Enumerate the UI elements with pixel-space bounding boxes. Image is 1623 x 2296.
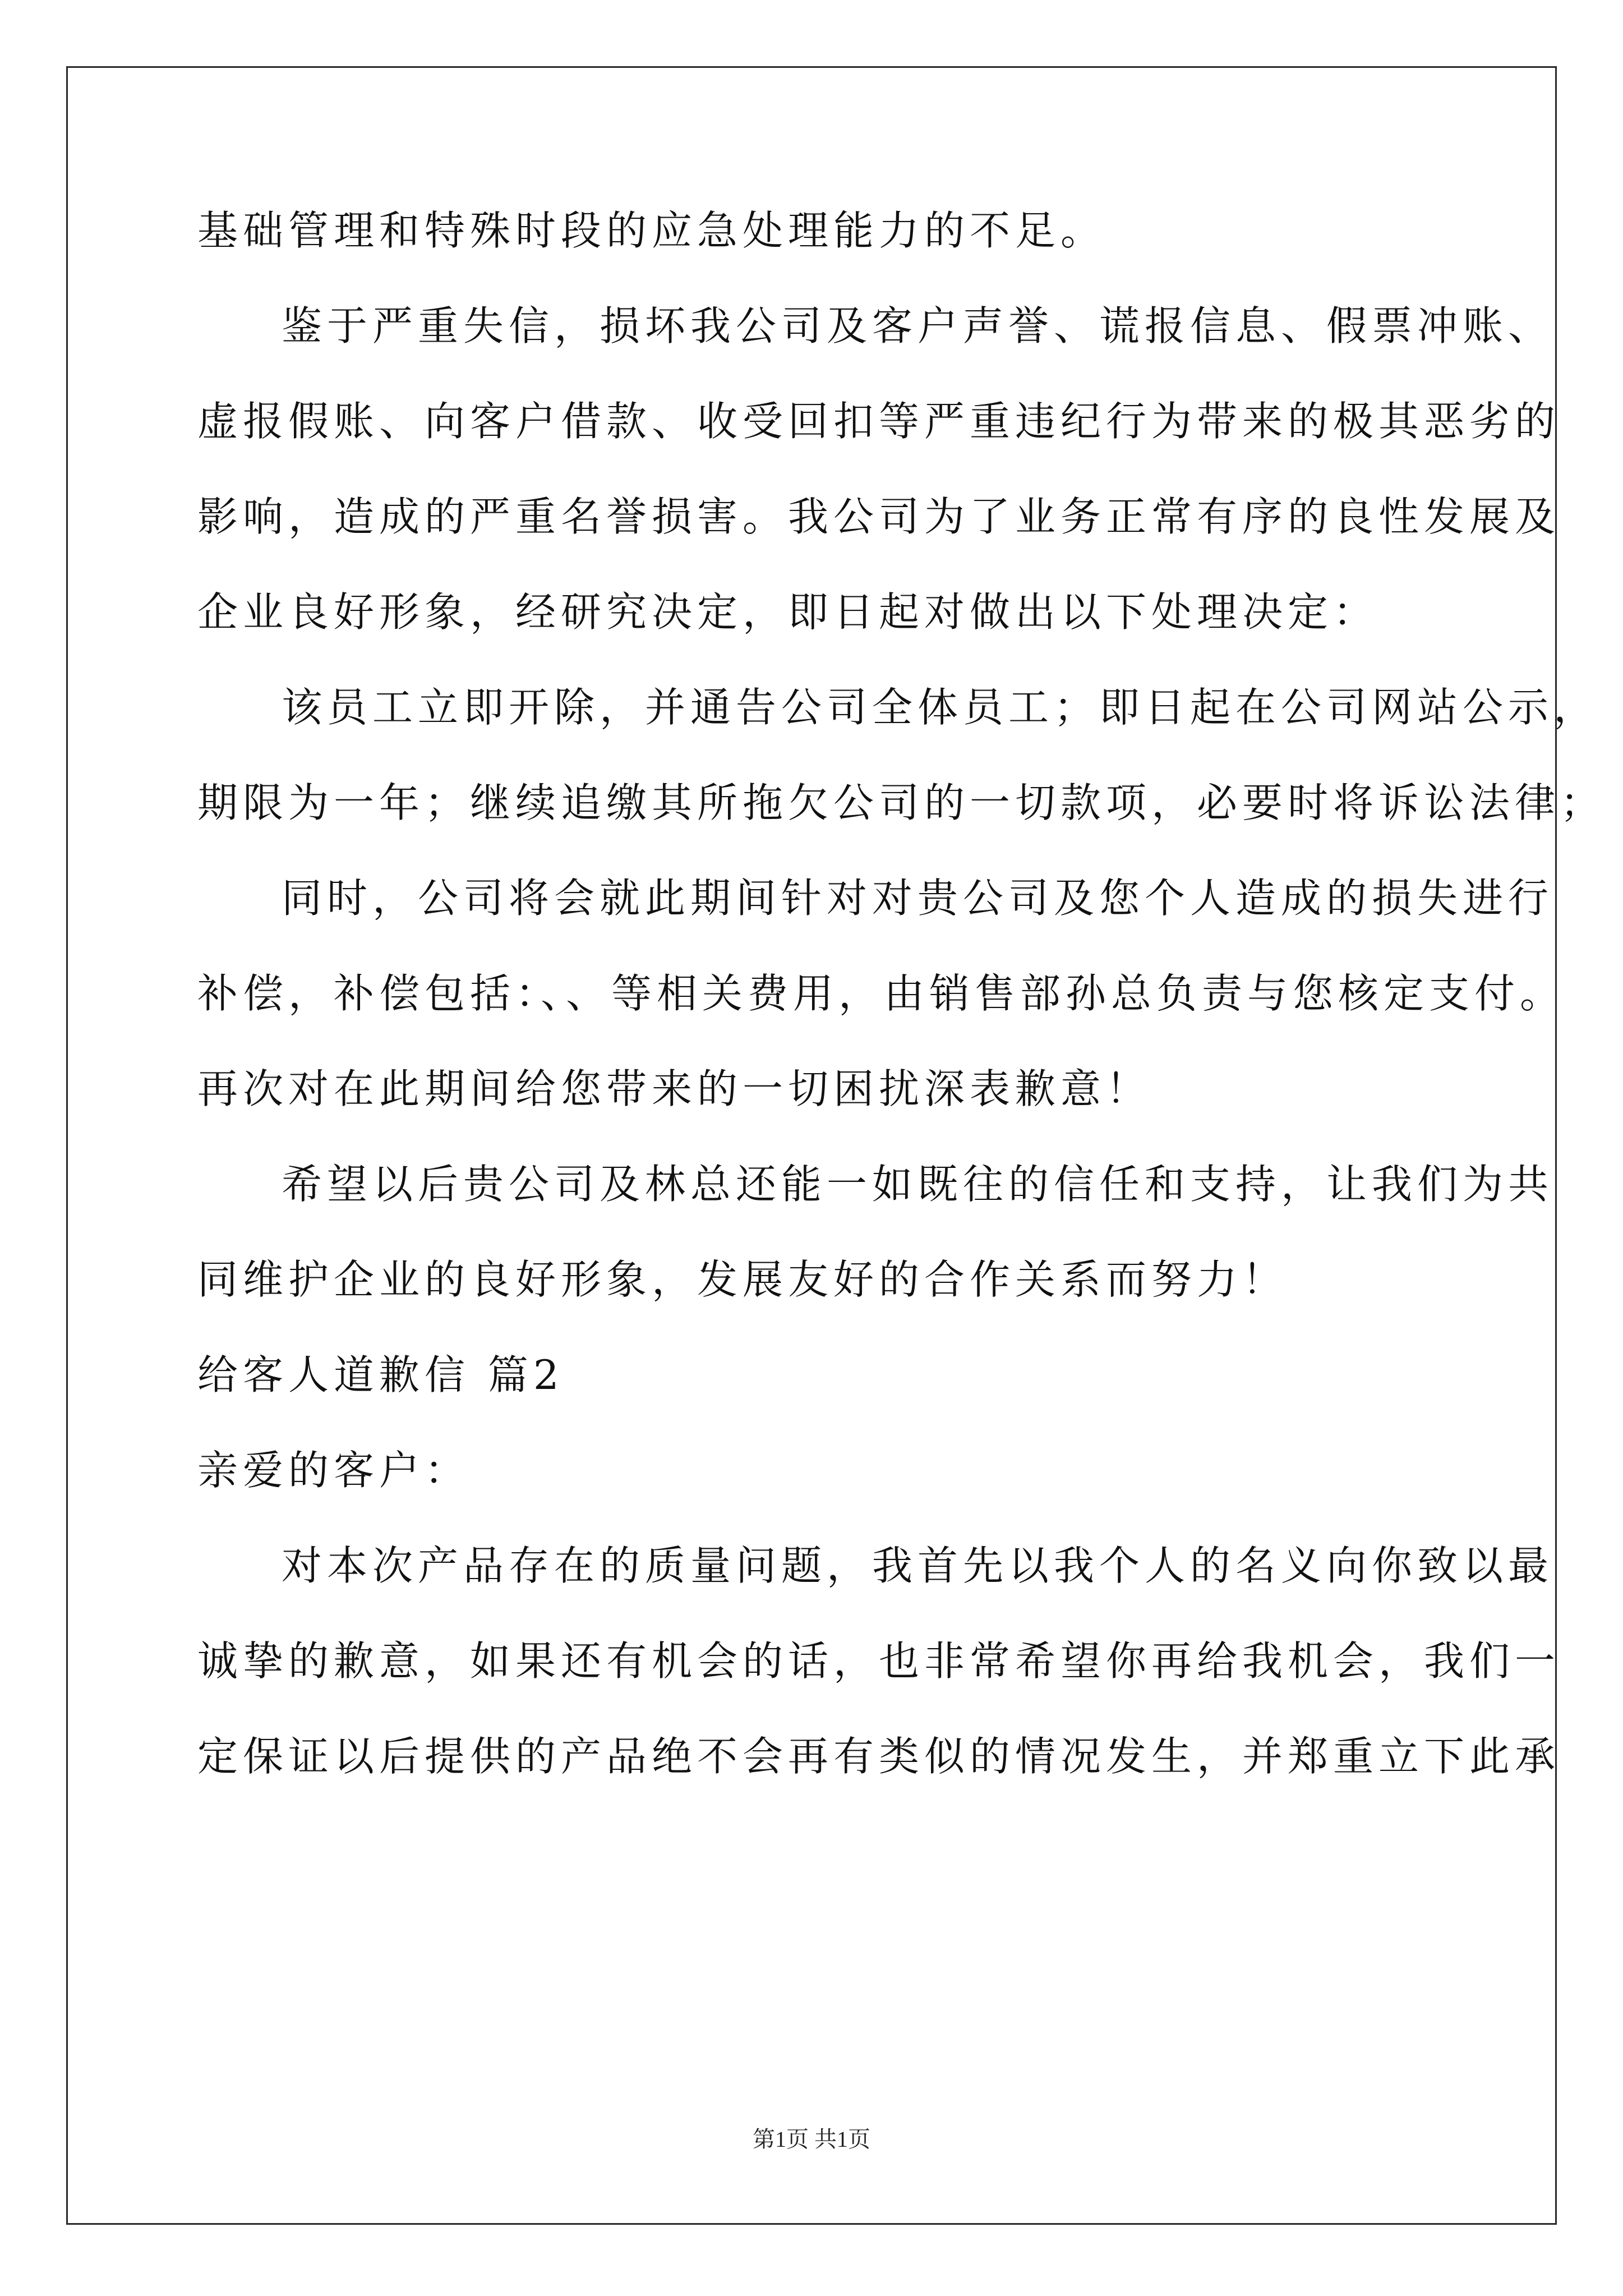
paragraph-line: 希望以后贵公司及林总还能一如既往的信任和支持，让我们为共 [282, 1161, 1554, 1208]
paragraph-line: 补偿，补偿包括：、、等相关费用，由销售部孙总负责与您核定支付。 [197, 970, 1566, 1017]
paragraph-line: 基础管理和特殊时段的应急处理能力的不足。 [197, 207, 1106, 254]
section-heading: 给客人道歉信 篇2 [197, 1351, 564, 1398]
page-border [66, 66, 1557, 2225]
salutation: 亲爱的客户： [197, 1447, 471, 1494]
paragraph-line: 同维护企业的良好形象，发展友好的合作关系而努力！ [197, 1256, 1288, 1303]
paragraph-line: 该员工立即开除，并通告公司全体员工；即日起在公司网站公示， [282, 684, 1599, 731]
paragraph-line: 同时，公司将会就此期间针对对贵公司及您个人造成的损失进行 [282, 875, 1554, 922]
paragraph-line: 期限为一年；继续追缴其所拖欠公司的一切款项，必要时将诉讼法律； [197, 779, 1606, 826]
paragraph-line: 诚挚的歉意，如果还有机会的话，也非常希望你再给我机会，我们一 [197, 1637, 1561, 1685]
paragraph-line: 再次对在此期间给您带来的一切困扰深表歉意！ [197, 1065, 1152, 1112]
page-number-footer: 第1页 共1页 [753, 2127, 870, 2152]
paragraph-line: 定保证以后提供的产品绝不会再有类似的情况发生，并郑重立下此承 [197, 1733, 1561, 1780]
paragraph-line: 对本次产品存在的质量问题，我首先以我个人的名义向你致以最 [282, 1542, 1554, 1589]
paragraph-line: 企业良好形象，经研究决定，即日起对做出以下处理决定： [197, 588, 1379, 636]
paragraph-line: 鉴于严重失信，损坏我公司及客户声誉、谎报信息、假票冲账、 [282, 302, 1554, 349]
paragraph-line: 虚报假账、向客户借款、收受回扣等严重违纪行为带来的极其恶劣的 [197, 398, 1561, 445]
paragraph-line: 影响，造成的严重名誉损害。我公司为了业务正常有序的良性发展及 [197, 493, 1561, 540]
